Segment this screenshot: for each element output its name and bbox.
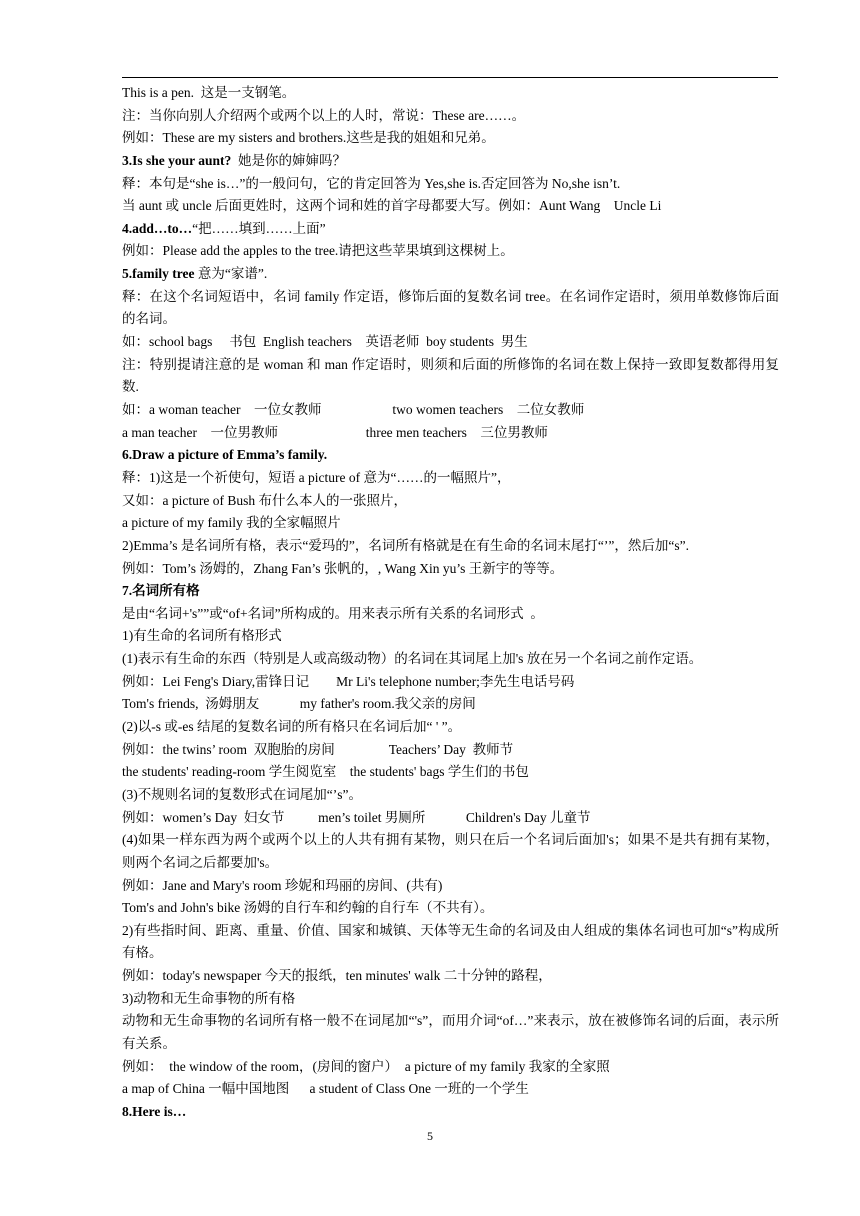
text-line: a picture of my family 我的全家幅照片 <box>122 515 341 531</box>
header-rule <box>122 77 778 78</box>
text-line: 例如：These are my sisters and brothers.这些是我的姐姐和兄弟。 <box>122 130 495 146</box>
text-line: 例如：Tom’s 汤姆的，Zhang Fan’s 张帆的，, Wang Xin yu’s 王新宇的等等。 <box>122 560 564 576</box>
text-line: 1)有生命的名词所有格形式 <box>122 628 282 644</box>
text-line: 3)动物和无生命事物的所有格 <box>122 990 296 1006</box>
heading-text: 5.family tree <box>122 266 195 282</box>
text-line: Tom's friends, 汤姆朋友 my father's room.我父亲的房间 <box>122 696 476 712</box>
text-line: (4)如果一样东西为两个或两个以上的人共有拥有某物，则只在后一个名词后面加's；如果不是共有拥有某物，则两个名词之后都要加's。 <box>122 832 779 870</box>
text-line: 例如：women’s Day 妇女节 men’s toilet 男厕所 Children's Day 儿童节 <box>122 809 591 825</box>
text-line: 释：1)这是一个祈使句，短语 a picture of 意为“……的一幅照片”， <box>122 469 511 485</box>
text-line: (1)表示有生命的东西（特别是人或高级动物）的名词在其词尾上加's 放在另一个名词之前作定语。 <box>122 651 703 667</box>
text-line: the students' reading-room 学生阅览室 the students' bags 学生们的书包 <box>122 764 529 780</box>
text-line: 如：school bags 书包 English teachers 英语老师 boy students 男生 <box>122 334 528 350</box>
heading-note: 意为“家谱”. <box>194 266 268 282</box>
text-line: 8.Here is… <box>122 1103 187 1119</box>
text-line: 2)Emma’s 是名词所有格，表示“爱玛的”，名词所有格就是在有生命的名词末尾打“’”，然后加“s”. <box>122 537 689 553</box>
text-line: 动物和无生命事物的名词所有格一般不在词尾加“'s”，而用介词“of…”来表示，放在被修饰名词的后面，表示所有关系。 <box>122 1013 779 1052</box>
text-line: 6.Draw a picture of Emma’s family. <box>122 447 328 463</box>
heading-text: 4.add…to… <box>122 220 193 236</box>
page-number: 5 <box>427 1129 433 1143</box>
text-line: 注：特别提请注意的是 woman 和 man 作定语时，则须和后面的所修饰的名词在数上保持一致即复数都得用复数. <box>122 356 779 395</box>
text-line: 注：当你向别人介绍两个或两个以上的人时，常说：These are……。 <box>122 107 526 123</box>
text-line: 例如：Please add the apples to the tree.请把这些苹果填到这棵树上。 <box>122 243 514 259</box>
text-line: 例如：Lei Feng's Diary,雷锋日记 Mr Li's telephone number;李先生电话号码 <box>122 673 575 689</box>
text-line: 当 aunt 或 uncle 后面更姓时，这两个词和姓的首字母都要大写。例如：Aunt Wang Uncle Li <box>122 198 662 214</box>
text-line: 是由“名词+'s””或“of+名词”所构成的。用来表示所有关系的名词形式 。 <box>122 605 544 621</box>
text-line <box>122 150 779 173</box>
heading-text: 3.Is she your aunt? <box>122 152 232 168</box>
text-line: (2)以-s 或-es 结尾的复数名词的所有格只在名词后加“ ' ”。 <box>122 719 462 734</box>
text-line: 释：本句是“she is…”的一般问句，它的肯定回答为 Yes,she is.否定回答为 No,she isn’t. <box>122 175 621 191</box>
text-line: 7.名词所有格 <box>122 583 200 599</box>
text-line: 例如：Jane and Mary's room 珍妮和玛丽的房间、(共有) <box>122 877 443 893</box>
text-line: a man teacher 一位男教师 three men teachers 三位男教师 <box>122 424 548 440</box>
text-line: 例如： the window of the room，(房间的窗户） a picture of my family 我家的全家照 <box>122 1058 610 1074</box>
text-line: 释：在这个名词短语中，名词 family 作定语，修饰后面的复数名词 tree。在名词作定语时，须用单数修饰后面的名词。 <box>122 288 779 327</box>
text-line: 例如：the twins’ room 双胞胎的房间 Teachers’ Day 教师节 <box>122 741 514 757</box>
text-line: a map of China 一幅中国地图 a student of Class One 一班的一个学生 <box>122 1081 529 1097</box>
document-body <box>122 82 779 1124</box>
text-line: 又如：a picture of Bush 布什么本人的一张照片， <box>122 492 407 508</box>
text-line: 如：a woman teacher 一位女教师 two women teachers 二位女教师 <box>122 402 585 418</box>
text-line: 2)有些指时间、距离、重量、价值、国家和城镇、天体等无生命的名词及由人组成的集体名词也可加“s”构成所有格。 <box>122 922 779 961</box>
text-line: This is a pen. 这是一支钢笔。 <box>122 85 296 100</box>
text-line: Tom's and John's bike 汤姆的自行车和约翰的自行车（不共有）。 <box>122 900 494 916</box>
text-line: 例如：today's newspaper 今天的报纸，ten minutes' walk 二十分钟的路程， <box>122 968 552 984</box>
text-line: (3)不规则名词的复数形式在词尾加“’s”。 <box>122 786 362 802</box>
text-line <box>122 218 779 241</box>
heading-note: “把……填到……上面” <box>192 220 326 236</box>
text-line <box>122 263 779 286</box>
heading-note: 她是你的婶婶吗？ <box>231 152 347 168</box>
